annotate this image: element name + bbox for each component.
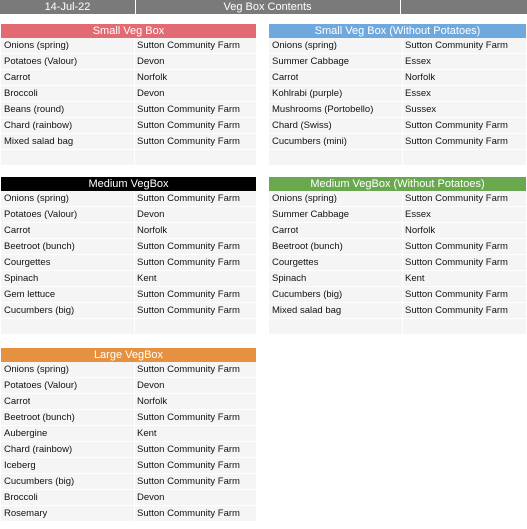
item-name-cell[interactable]: Beetroot (bunch) (4, 241, 75, 252)
table-row (269, 303, 526, 319)
large-veg-box-table (1, 348, 256, 522)
column-divider (134, 118, 135, 133)
column-divider (402, 118, 403, 133)
small-veg-box-table (1, 24, 256, 166)
column-divider (402, 102, 403, 117)
column-divider (134, 102, 135, 117)
item-origin-cell[interactable]: Sutton Community Farm (405, 241, 508, 252)
item-name-cell[interactable]: Mixed salad bag (4, 136, 74, 147)
empty-row[interactable] (1, 319, 256, 335)
table-row (1, 442, 256, 458)
table-row (1, 239, 256, 255)
item-name-cell[interactable]: Cucumbers (big) (4, 476, 75, 487)
item-origin-cell[interactable]: Kent (137, 273, 157, 284)
column-divider (134, 54, 135, 69)
table-row (1, 191, 256, 207)
item-name-cell[interactable]: Onions (spring) (4, 364, 69, 375)
table-row (269, 207, 526, 223)
item-name-cell[interactable]: Broccoli (4, 492, 38, 503)
item-name-cell[interactable]: Iceberg (4, 460, 36, 471)
item-origin-cell[interactable]: Sutton Community Farm (137, 364, 240, 375)
sheet-header-bar (0, 0, 527, 14)
medium-veg-box-no-potatoes-table (269, 177, 526, 335)
item-name-cell[interactable]: Beans (round) (4, 104, 65, 115)
column-divider (402, 38, 403, 53)
column-divider (134, 410, 135, 425)
item-name-cell[interactable]: Carrot (272, 72, 299, 83)
table-row (1, 86, 256, 102)
table-row (269, 191, 526, 207)
item-name-cell[interactable]: Chard (Swiss) (272, 120, 332, 131)
item-origin-cell[interactable]: Sutton Community Farm (137, 460, 240, 471)
column-divider (134, 287, 135, 302)
column-divider (134, 239, 135, 254)
column-divider (134, 426, 135, 441)
item-origin-cell[interactable]: Sutton Community Farm (405, 193, 508, 204)
item-origin-cell[interactable]: Essex (405, 56, 431, 67)
item-origin-cell[interactable]: Norfolk (137, 225, 168, 236)
table-row (269, 54, 526, 70)
box-rows (269, 38, 526, 166)
item-name-cell[interactable]: Broccoli (4, 88, 38, 99)
item-name-cell[interactable]: Chard (rainbow) (4, 444, 73, 455)
item-name-cell[interactable]: Carrot (272, 225, 299, 236)
table-row (1, 303, 256, 319)
table-row (1, 426, 256, 442)
box-rows (1, 191, 256, 335)
header-date-cell[interactable]: 14-Jul-22 (44, 1, 91, 13)
table-row (1, 102, 256, 118)
header-title-cell[interactable]: Veg Box Contents (223, 1, 312, 13)
table-row (269, 86, 526, 102)
item-name-cell[interactable]: Potatoes (Valour) (4, 380, 78, 391)
item-name-cell[interactable]: Beetroot (bunch) (4, 412, 75, 423)
box-title[interactable]: Large VegBox (1, 348, 256, 362)
item-name-cell[interactable]: Aubergine (4, 428, 48, 439)
column-divider (402, 319, 403, 334)
column-divider (402, 134, 403, 149)
table-row (1, 490, 256, 506)
column-divider (402, 223, 403, 238)
column-divider (402, 287, 403, 302)
table-row (1, 506, 256, 522)
item-name-cell[interactable]: Mushrooms (Portobello) (272, 104, 374, 115)
item-origin-cell[interactable]: Sutton Community Farm (137, 40, 240, 51)
item-name-cell[interactable]: Onions (spring) (272, 193, 337, 204)
column-divider (134, 271, 135, 286)
item-name-cell[interactable]: Onions (spring) (4, 40, 69, 51)
item-name-cell[interactable]: Beetroot (bunch) (272, 241, 343, 252)
table-row (269, 118, 526, 134)
item-origin-cell[interactable]: Sussex (405, 104, 437, 115)
table-row (1, 271, 256, 287)
item-origin-cell[interactable]: Norfolk (137, 72, 168, 83)
column-divider (134, 255, 135, 270)
item-origin-cell[interactable]: Sutton Community Farm (405, 257, 508, 268)
table-row (1, 410, 256, 426)
item-origin-cell[interactable]: Sutton Community Farm (405, 40, 508, 51)
item-origin-cell[interactable]: Devon (137, 492, 165, 503)
column-divider (134, 490, 135, 505)
column-divider (134, 207, 135, 222)
column-divider (134, 303, 135, 318)
empty-row[interactable] (269, 319, 526, 335)
item-origin-cell[interactable]: Sutton Community Farm (137, 412, 240, 423)
table-row (269, 255, 526, 271)
box-rows (1, 362, 256, 522)
table-row (269, 102, 526, 118)
item-name-cell[interactable]: Cucumbers (mini) (272, 136, 347, 147)
table-row (1, 207, 256, 223)
item-name-cell[interactable]: Rosemary (4, 508, 48, 519)
column-divider (402, 239, 403, 254)
item-name-cell[interactable]: Carrot (4, 225, 31, 236)
item-name-cell[interactable]: Chard (rainbow) (4, 120, 73, 131)
empty-row[interactable] (269, 150, 526, 166)
column-divider (134, 191, 135, 206)
item-origin-cell[interactable]: Sutton Community Farm (137, 444, 240, 455)
item-origin-cell[interactable]: Sutton Community Farm (405, 136, 508, 147)
column-divider (402, 86, 403, 101)
item-origin-cell[interactable]: Sutton Community Farm (405, 120, 508, 131)
item-origin-cell[interactable]: Sutton Community Farm (137, 120, 240, 131)
item-origin-cell[interactable]: Sutton Community Farm (137, 289, 240, 300)
table-row (1, 362, 256, 378)
table-row (1, 474, 256, 490)
item-name-cell[interactable]: Potatoes (Valour) (4, 209, 78, 220)
item-name-cell[interactable]: Onions (spring) (4, 193, 69, 204)
column-divider (402, 191, 403, 206)
item-origin-cell[interactable]: Devon (137, 56, 165, 67)
table-row (1, 223, 256, 239)
item-origin-cell[interactable]: Sutton Community Farm (405, 305, 508, 316)
item-name-cell[interactable]: Spinach (4, 273, 39, 284)
column-divider (402, 150, 403, 165)
item-name-cell[interactable]: Summer Cabbage (272, 56, 350, 67)
column-divider (134, 394, 135, 409)
item-origin-cell[interactable]: Devon (137, 209, 165, 220)
column-divider (134, 506, 135, 521)
small-veg-box-no-potatoes-table (269, 24, 526, 166)
item-name-cell[interactable]: Courgettes (272, 257, 319, 268)
item-name-cell[interactable]: Carrot (4, 396, 31, 407)
table-row (269, 271, 526, 287)
column-divider (134, 38, 135, 53)
box-title[interactable]: Medium VegBox (Without Potatoes) (269, 177, 526, 191)
box-title[interactable]: Small Veg Box (1, 24, 256, 38)
table-row (1, 378, 256, 394)
column-divider (134, 474, 135, 489)
column-divider (402, 207, 403, 222)
item-origin-cell[interactable]: Sutton Community Farm (137, 136, 240, 147)
table-row (269, 38, 526, 54)
box-rows (269, 191, 526, 335)
item-origin-cell[interactable]: Kent (137, 428, 157, 439)
item-name-cell[interactable]: Potatoes (Valour) (4, 56, 78, 67)
item-origin-cell[interactable]: Sutton Community Farm (137, 508, 240, 519)
column-divider (134, 134, 135, 149)
medium-veg-box-table (1, 177, 256, 335)
table-row (1, 255, 256, 271)
item-name-cell[interactable]: Courgettes (4, 257, 51, 268)
item-name-cell[interactable]: Summer Cabbage (272, 209, 350, 220)
table-row (269, 239, 526, 255)
column-divider (402, 54, 403, 69)
item-origin-cell[interactable]: Norfolk (405, 72, 436, 83)
item-origin-cell[interactable]: Essex (405, 88, 431, 99)
header-divider (400, 0, 401, 14)
column-divider (402, 70, 403, 85)
empty-row[interactable] (1, 150, 256, 166)
column-divider (402, 271, 403, 286)
item-origin-cell[interactable]: Sutton Community Farm (137, 241, 240, 252)
column-divider (134, 362, 135, 377)
item-origin-cell[interactable]: Devon (137, 88, 165, 99)
table-row (1, 118, 256, 134)
item-name-cell[interactable]: Spinach (272, 273, 307, 284)
item-name-cell[interactable]: Mixed salad bag (272, 305, 342, 316)
column-divider (402, 303, 403, 318)
column-divider (134, 70, 135, 85)
item-name-cell[interactable]: Cucumbers (big) (4, 305, 75, 316)
item-origin-cell[interactable]: Sutton Community Farm (137, 257, 240, 268)
column-divider (134, 223, 135, 238)
item-origin-cell[interactable]: Devon (137, 380, 165, 391)
table-row (269, 287, 526, 303)
item-name-cell[interactable]: Cucumbers (big) (272, 289, 343, 300)
item-name-cell[interactable]: Kohlrabi (purple) (272, 88, 343, 99)
table-row (1, 134, 256, 150)
column-divider (402, 255, 403, 270)
item-origin-cell[interactable]: Sutton Community Farm (405, 289, 508, 300)
table-row (1, 38, 256, 54)
item-origin-cell[interactable]: Essex (405, 209, 431, 220)
item-origin-cell[interactable]: Kent (405, 273, 425, 284)
table-row (269, 70, 526, 86)
column-divider (134, 378, 135, 393)
item-origin-cell[interactable]: Norfolk (137, 396, 168, 407)
table-row (269, 134, 526, 150)
box-title[interactable]: Medium VegBox (1, 177, 256, 191)
column-divider (134, 150, 135, 165)
column-divider (134, 319, 135, 334)
item-origin-cell[interactable]: Sutton Community Farm (137, 193, 240, 204)
column-divider (134, 442, 135, 457)
item-origin-cell[interactable]: Sutton Community Farm (137, 104, 240, 115)
item-origin-cell[interactable]: Sutton Community Farm (137, 305, 240, 316)
box-title[interactable]: Small Veg Box (Without Potatoes) (269, 24, 526, 38)
item-name-cell[interactable]: Carrot (4, 72, 31, 83)
table-row (1, 70, 256, 86)
table-row (1, 54, 256, 70)
column-divider (134, 86, 135, 101)
table-row (269, 223, 526, 239)
item-origin-cell[interactable]: Sutton Community Farm (137, 476, 240, 487)
item-name-cell[interactable]: Gem lettuce (4, 289, 56, 300)
column-divider (134, 458, 135, 473)
item-name-cell[interactable]: Onions (spring) (272, 40, 337, 51)
item-origin-cell[interactable]: Norfolk (405, 225, 436, 236)
table-row (1, 287, 256, 303)
table-row (1, 394, 256, 410)
table-row (1, 458, 256, 474)
box-rows (1, 38, 256, 166)
